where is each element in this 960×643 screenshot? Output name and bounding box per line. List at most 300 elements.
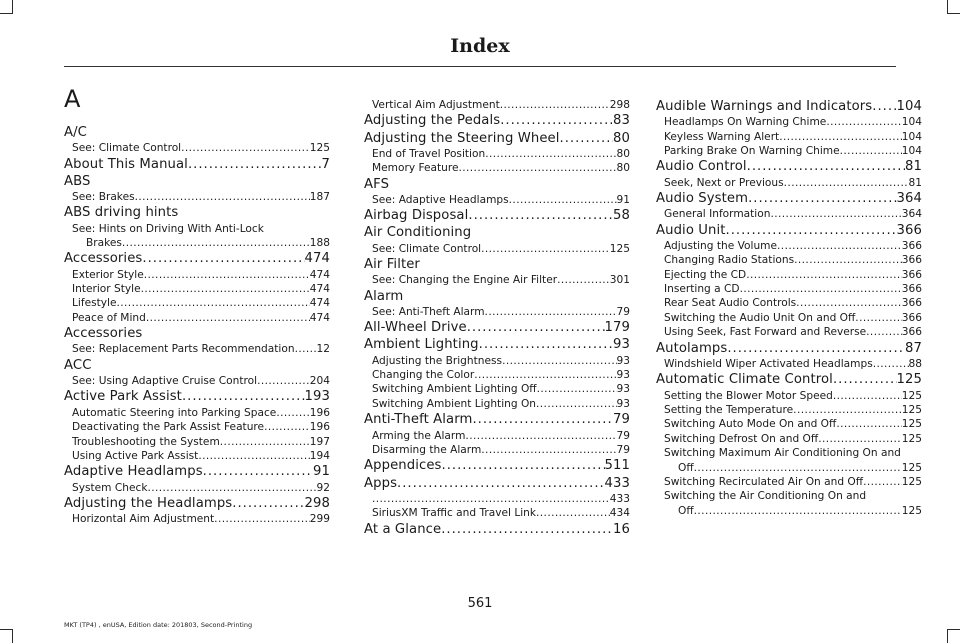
page-ref: 125 [901, 403, 922, 416]
entry-heading [364, 336, 630, 353]
entry-heading [64, 388, 330, 405]
page-title: Index [450, 35, 510, 57]
subentry-text: Exterior Style [72, 268, 144, 281]
subentry-continuation-text: Off [678, 461, 694, 474]
entry-heading [64, 156, 330, 173]
crop-mark-bottom-right-h [948, 629, 960, 630]
page-ref: 104 [901, 145, 922, 158]
subentry-continuation [656, 504, 922, 518]
dot-leader [872, 98, 896, 115]
entry-heading: A/C [64, 125, 87, 140]
dot-leader [203, 463, 313, 480]
subentry [364, 397, 630, 411]
subentry [364, 242, 630, 256]
entry-heading [364, 457, 630, 474]
page-ref: 125 [901, 432, 922, 445]
index-entry [656, 98, 922, 158]
index-entry [364, 521, 630, 538]
dot-leader [784, 176, 909, 190]
subentry-text: Switching Recirculated Air On and Off [664, 475, 864, 488]
index-entry [64, 325, 330, 357]
page-ref: 366 [901, 297, 922, 310]
subentry [656, 176, 922, 190]
page-ref: 80 [616, 147, 630, 160]
page-ref: 80 [616, 162, 630, 175]
entry-heading [656, 158, 922, 175]
dot-leader [276, 406, 309, 420]
page-number: 561 [467, 596, 493, 611]
page-ref: 83 [613, 113, 630, 129]
entry-heading-text: All-Wheel Drive [364, 320, 467, 336]
crop-mark-top-right-v [947, 0, 948, 14]
dot-leader [485, 305, 617, 319]
index-entry [656, 371, 922, 518]
index-entry [364, 457, 630, 474]
index-entry [64, 204, 330, 250]
index-entry [656, 340, 922, 372]
entries [364, 98, 630, 538]
subentry [364, 443, 630, 457]
subentry [656, 311, 922, 325]
subentry [656, 253, 922, 267]
entry-heading-text: Appendices [364, 458, 442, 474]
entry-heading [364, 130, 630, 147]
index-entry [64, 495, 330, 527]
subentry-text: Switching the Air Conditioning On and [664, 490, 867, 503]
dot-leader [117, 296, 310, 310]
subentry-text: Interior Style [72, 283, 141, 296]
index-entry [64, 173, 330, 205]
subentry-text: Headlamps On Warning Chime [664, 116, 827, 129]
subentry [64, 406, 330, 420]
dot-leader [232, 495, 304, 512]
entries [656, 98, 922, 518]
page-ref: 91 [313, 464, 330, 480]
subentry [656, 432, 922, 446]
subentry-text: Memory Feature [372, 162, 459, 175]
page-ref: 80 [613, 130, 630, 146]
subentry [656, 282, 922, 296]
entry-heading-text: Ambient Lighting [364, 337, 479, 353]
dot-leader [141, 282, 310, 296]
dot-leader [694, 504, 902, 518]
page-ref: 125 [609, 242, 630, 255]
subentry-text: Switching the Audio Unit On and Off [664, 311, 856, 324]
page-ref: 91 [616, 193, 630, 206]
dot-leader [481, 242, 610, 256]
entry-heading [656, 190, 922, 207]
entry-heading: Alarm [364, 288, 404, 304]
subentry [64, 268, 330, 282]
page-ref: 125 [901, 504, 922, 517]
subentry [64, 512, 330, 526]
page-ref: 511 [604, 458, 630, 474]
subentry [64, 420, 330, 434]
subentry-text: See: Adaptive Headlamps [372, 193, 509, 206]
index-entry [364, 130, 630, 176]
index-column-2 [364, 98, 630, 538]
entry-heading [364, 319, 630, 336]
page-ref: 104 [901, 116, 922, 129]
page-ref: 179 [604, 320, 630, 336]
entry-heading-text: About This Manual [64, 156, 188, 172]
subentry-text: Using Seek, Fast Forward and Reverse [664, 326, 867, 339]
dot-leader [468, 207, 613, 224]
dot-leader [726, 222, 897, 239]
subentry-text: Seek, Next or Previous [664, 176, 784, 189]
subentry [656, 239, 922, 253]
subentry-text: See: Changing the Engine Air Filter [372, 274, 558, 287]
subentry [364, 368, 630, 382]
subentry-text: Adjusting the Brightness [372, 354, 503, 367]
dot-leader [188, 156, 322, 173]
dot-leader [748, 190, 896, 207]
entry-heading: Air Conditioning [364, 225, 472, 241]
subentry-text: Vertical Aim Adjustment [372, 99, 500, 111]
subentry-text: Parking Brake On Warning Chime [664, 145, 840, 158]
footer-edition-text: MKT (TP4) , enUSA, Edition date: 201803, Second-Printing [64, 621, 253, 629]
subentry [656, 325, 922, 339]
entry-heading-text: Apps [364, 475, 398, 491]
page-ref: 58 [613, 208, 630, 224]
dot-leader [855, 311, 901, 325]
entry-heading: ABS [64, 173, 91, 189]
page-ref: 79 [616, 429, 630, 442]
subentry [656, 144, 922, 158]
page-ref: 433 [604, 475, 630, 491]
dot-leader [840, 144, 902, 158]
entry-heading-text: Adaptive Headlamps [64, 464, 203, 480]
dot-leader [727, 340, 905, 357]
index-entry [64, 463, 330, 495]
subentry-text: Switching Auto Mode On and Off [664, 418, 837, 431]
subentry-continuation [656, 461, 922, 475]
dot-leader [467, 319, 605, 336]
page-ref: 433 [609, 492, 630, 505]
subentry-text: System Check [72, 481, 148, 494]
subentry [364, 147, 630, 161]
subentry [64, 374, 330, 388]
dot-leader [793, 403, 902, 417]
subentry-text: Arming the Alarm [372, 429, 466, 442]
entry-heading [656, 371, 922, 388]
subentry-text: Setting the Blower Motor Speed [664, 389, 833, 402]
subentry-text: Setting the Temperature [664, 403, 794, 416]
page-ref: 125 [901, 461, 922, 474]
crop-mark-top-left-v [12, 0, 13, 14]
page-ref: 16 [613, 521, 630, 537]
entry-heading-text: Anti-Theft Alarm [364, 412, 473, 428]
page-ref: 93 [613, 337, 630, 353]
subentry-text: Rear Seat Audio Controls [664, 297, 797, 310]
dot-leader [465, 429, 616, 443]
subentry [656, 389, 922, 403]
dot-leader [537, 382, 617, 396]
subentry [64, 449, 330, 463]
page-ref: 364 [901, 208, 922, 221]
page-ref: 79 [613, 412, 630, 428]
subentry [364, 273, 630, 287]
entry-heading: Air Filter [364, 257, 420, 273]
page-ref: 93 [616, 383, 630, 396]
index-entry [64, 388, 330, 463]
page-ref: 81 [905, 159, 922, 175]
subentry-text: Windshield Wiper Activated Headlamps [664, 357, 873, 370]
page-ref: 104 [901, 130, 922, 143]
subentry [364, 161, 630, 175]
entry-heading: ABS driving hints [64, 205, 179, 221]
subentry [364, 492, 630, 506]
page-ref: 188 [309, 237, 330, 250]
entry-heading-text: Adjusting the Pedals [364, 113, 501, 129]
index-entry [364, 176, 630, 208]
dot-leader [257, 374, 310, 388]
entry-heading-text: Adjusting the Headlamps [64, 495, 233, 511]
dot-leader [873, 357, 909, 371]
entry-heading-text: Autolamps [656, 340, 728, 356]
crop-mark-top-left-h [0, 13, 12, 14]
dot-leader [794, 253, 902, 267]
page-ref: 474 [309, 297, 330, 310]
index-entry [364, 319, 630, 336]
dot-leader [441, 521, 613, 538]
subentry-text: Switching Defrost On and Off [664, 432, 819, 445]
page-ref: 125 [309, 142, 330, 155]
subentry-text: Switching Ambient Lighting Off [372, 383, 537, 396]
page-ref: 88 [908, 357, 922, 370]
dot-leader [142, 250, 304, 267]
dot-leader [481, 443, 616, 457]
dot-leader [198, 449, 309, 463]
dot-leader [144, 268, 310, 282]
dot-leader [135, 190, 310, 204]
entry-heading-text: Adjusting the Steering Wheel [364, 130, 560, 146]
subentry-text: See: Climate Control [372, 242, 482, 255]
crop-mark-bottom-left-v [12, 629, 13, 643]
subentry [656, 268, 922, 282]
subentry-text: See: Hints on Driving With Anti-Lock [72, 222, 264, 235]
subentry-continuation [64, 236, 330, 250]
entry-heading: AFS [364, 176, 390, 192]
page-ref: 299 [309, 513, 330, 526]
entry-heading [64, 250, 330, 267]
page-ref: 187 [309, 191, 330, 204]
index-entry [64, 357, 330, 389]
index-entry [364, 207, 630, 224]
dot-leader [740, 282, 902, 296]
subentry [656, 115, 922, 129]
page-ref: 366 [901, 239, 922, 252]
subentry [656, 403, 922, 417]
subentry [364, 429, 630, 443]
entry-heading: ACC [64, 357, 92, 373]
page-ref: 79 [616, 305, 630, 318]
subentry-text: Ejecting the CD [664, 268, 747, 281]
subentry [656, 357, 922, 371]
dot-leader [458, 161, 616, 175]
page-ref: 204 [309, 375, 330, 388]
subentry [656, 207, 922, 221]
page-ref: 196 [309, 406, 330, 419]
index-entry [64, 156, 330, 173]
header-rule [64, 66, 896, 67]
dot-leader [836, 417, 901, 431]
page-ref: 125 [901, 475, 922, 488]
page-ref: 93 [616, 397, 630, 410]
page-ref: 193 [304, 389, 330, 405]
entry-heading [64, 495, 330, 512]
page-ref: 474 [309, 283, 330, 296]
dot-leader [295, 342, 317, 356]
index-entry [364, 98, 630, 112]
page-ref: 197 [309, 435, 330, 448]
entry-heading-text: Audio System [656, 191, 749, 207]
subentry-text: Lifestyle [72, 297, 117, 310]
subentry [64, 190, 330, 204]
subentry-text: Changing the Color [372, 369, 475, 382]
subentry [656, 417, 922, 431]
subentry [364, 506, 630, 520]
entry-heading [364, 207, 630, 224]
subentry [64, 311, 330, 325]
dot-leader [509, 193, 617, 207]
index-entry [64, 250, 330, 325]
dot-leader [122, 236, 310, 250]
crop-mark-bottom-right-v [947, 629, 948, 643]
page-ref: 81 [908, 176, 922, 189]
subentry-text: See: Replacement Parts Recommendation [72, 343, 295, 356]
subentry [64, 435, 330, 449]
index-column-1 [64, 78, 330, 527]
subentry [64, 342, 330, 356]
dot-leader [500, 98, 610, 112]
entry-heading [364, 521, 630, 538]
entry-heading-text: Audio Control [656, 159, 747, 175]
subentry-text: Automatic Steering into Parking Space [72, 406, 277, 419]
crop-mark-top-right-h [948, 13, 960, 14]
subentry-text: See: Using Adaptive Cruise Control [72, 375, 258, 388]
page-ref: 366 [901, 326, 922, 339]
entry-heading-text: Audible Warnings and Indicators [656, 99, 873, 114]
subentry [364, 193, 630, 207]
entries [64, 124, 330, 527]
crop-mark-bottom-left-h [0, 629, 12, 630]
subentry-text: Switching Maximum Air Conditioning On and [664, 447, 901, 460]
page-ref: 366 [896, 222, 922, 238]
subentry-text: Switching Ambient Lighting On [372, 397, 537, 410]
subentry [364, 98, 630, 112]
dot-leader [146, 311, 310, 325]
page-ref: 434 [609, 507, 630, 520]
entry-heading [656, 340, 922, 357]
entry-heading [364, 112, 630, 129]
subentry-text: SiriusXM Traffic and Travel Link [372, 507, 537, 520]
index-column-3 [656, 98, 922, 518]
subentry-text: General Information [664, 208, 771, 221]
subentry [656, 130, 922, 144]
page-ref: 7 [321, 156, 330, 172]
subentry-text: Inserting a CD [664, 283, 740, 296]
dot-leader [397, 475, 604, 492]
dot-leader [560, 130, 614, 147]
page-ref: 125 [901, 418, 922, 431]
dot-leader [796, 296, 902, 310]
page-ref: 474 [304, 251, 330, 267]
index-entry [364, 475, 630, 521]
dot-leader [372, 492, 610, 506]
dot-leader [485, 147, 616, 161]
page-ref: 364 [896, 191, 922, 207]
dot-leader [472, 411, 613, 428]
subentry-text: See: Brakes [72, 191, 135, 204]
subentry-text: Deactivating the Park Assist Feature [72, 421, 265, 434]
page-ref: 474 [309, 268, 330, 281]
dot-leader [694, 461, 902, 475]
subentry-text: Keyless Warning Alert [664, 130, 780, 143]
index-entry [64, 124, 330, 156]
page-ref: 301 [609, 274, 630, 287]
page-ref: 12 [316, 343, 330, 356]
dot-leader [502, 354, 616, 368]
subentry-text: See: Climate Control [72, 142, 182, 155]
subentry [364, 382, 630, 396]
subentry-text: Horizontal Aim Adjustment [72, 513, 215, 526]
dot-leader [866, 325, 902, 339]
entry-heading-text: Airbag Disposal [364, 208, 469, 224]
dot-leader [833, 389, 902, 403]
index-entry [656, 190, 922, 222]
subentry [64, 141, 330, 155]
page-ref: 93 [616, 354, 630, 367]
section-letter: A [64, 85, 81, 113]
dot-leader [536, 397, 617, 411]
page-ref: 194 [309, 449, 330, 462]
index-entry [364, 336, 630, 411]
dot-leader [747, 158, 905, 175]
dot-leader [479, 336, 613, 353]
page-ref: 104 [896, 99, 922, 114]
subentry [656, 475, 922, 489]
index-entry [656, 158, 922, 190]
subentry [64, 296, 330, 310]
dot-leader [770, 207, 901, 221]
index-entry [364, 112, 630, 129]
dot-leader [777, 239, 902, 253]
entry-heading-text: At a Glance [364, 521, 442, 537]
dot-leader [746, 268, 902, 282]
subentry-text: End of Travel Position [372, 147, 486, 160]
entry-heading [64, 463, 330, 480]
dot-leader [264, 420, 310, 434]
page-ref: 298 [609, 99, 630, 111]
dot-leader [863, 475, 902, 489]
page-ref: 92 [316, 481, 330, 494]
dot-leader [818, 432, 902, 446]
page-ref: 366 [901, 268, 922, 281]
entry-heading [656, 98, 922, 115]
subentry-text: Changing Radio Stations [664, 254, 795, 267]
page-ref: 125 [896, 372, 922, 388]
dot-leader [826, 115, 901, 129]
subentry [364, 354, 630, 368]
dot-leader [182, 388, 305, 405]
entry-heading-text: Active Park Assist [64, 389, 182, 405]
subentry-text: Disarming the Alarm [372, 443, 482, 456]
entry-heading [364, 475, 630, 492]
subentry [64, 282, 330, 296]
subentry-text: Peace of Mind [72, 311, 146, 324]
subentry-text: Troubleshooting the System [72, 435, 220, 448]
